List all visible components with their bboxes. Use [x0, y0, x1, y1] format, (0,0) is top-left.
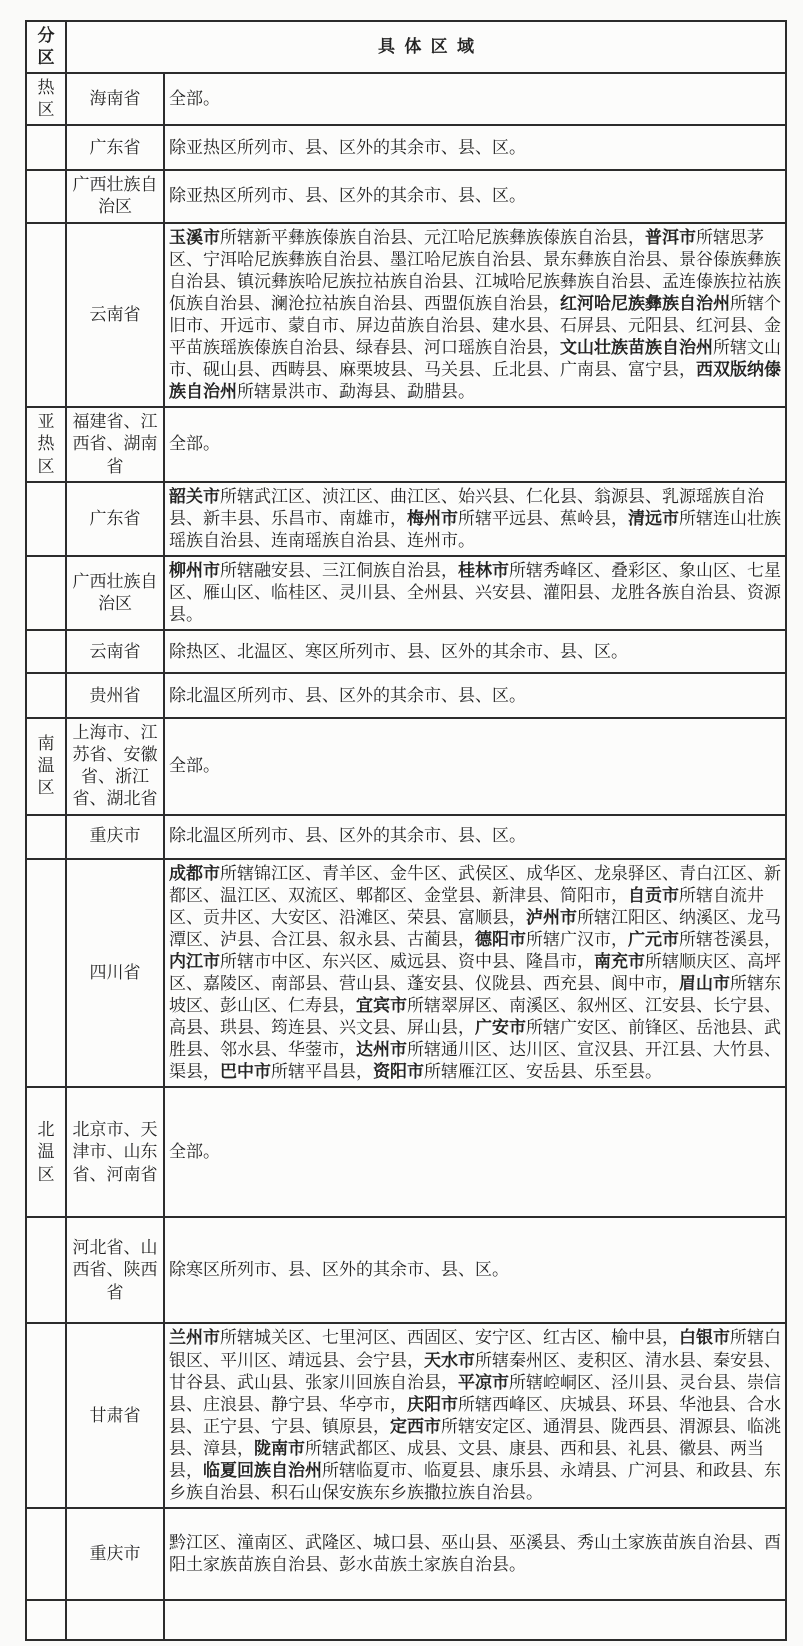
table-row: [26, 73, 786, 125]
table-row: [26, 556, 786, 630]
region-cell: 成都市所辖锦江区、青羊区、金牛区、武侯区、成华区、龙泉驿区、青白江区、新都区、温江区、双流区、郫都区、金堂县、新津县、简阳市，自贡市所辖自流井区、贡井区、大安区、沿滩区、荣县、富顺县，泸州市所辖江阳区、纳溪区、龙马潭区、泸县、合江县、叙永县、古蔺县，德阳市所辖广汉市，广元市所辖苍溪县，内江市所辖市中区、东兴区、威远县、资中县、隆昌市，南充市所辖顺庆区、高坪区、嘉陵区、南部县、营山县、蓬安县、仪陇县、西充县、阆中市，眉山市所辖东坡区、彭山区、仁寿县，宜宾市所辖翠屏区、南溪区、叙州区、江安县、长宁县、高县、珙县、筠连县、兴文县、屏山县，广安市所辖广安区、前锋区、岳池县、武胜县、邻水县、华蓥市，达州市所辖通川区、达川区、宣汉县、开江县、大竹县、渠县，巴中市所辖平昌县，资阳市所辖雁江区、安岳县、乐至县。: [164, 859, 786, 1088]
region-cell: 除寒区所列市、县、区外的其余市、县、区。: [164, 1217, 786, 1323]
province-cell: 甘肃省: [66, 1323, 164, 1508]
cutoff-cell: [26, 1600, 66, 1640]
zone-cell: [26, 630, 66, 673]
table-row: [26, 630, 786, 673]
zone-cell: [26, 1217, 66, 1323]
table-body: [26, 73, 786, 1640]
province-cell: 四川省: [66, 859, 164, 1088]
region-table: [25, 20, 787, 1641]
zone-cell: 亚热区: [26, 407, 66, 481]
table-row: [26, 859, 786, 1088]
header-zone-column: 分区: [26, 21, 66, 73]
province-cell: 广西壮族自治区: [66, 556, 164, 630]
province-cell: 上海市、江苏省、安徽省、浙江省、湖北省: [66, 718, 164, 814]
table-row: [26, 815, 786, 859]
zone-cell: 南温区: [26, 718, 66, 814]
province-cell: 贵州省: [66, 673, 164, 718]
province-cell: 重庆市: [66, 815, 164, 859]
table-row: [26, 1508, 786, 1600]
cutoff-cell: [164, 1600, 786, 1640]
cutoff-cell: [66, 1600, 164, 1640]
zone-cell: [26, 170, 66, 222]
province-cell: 河北省、山西省、陕西省: [66, 1217, 164, 1323]
table-row: [26, 718, 786, 814]
header-region-column: 具体区域: [66, 21, 786, 73]
region-cell: 玉溪市所辖新平彝族傣族自治县、元江哈尼族彝族傣族自治县，普洱市所辖思茅区、宁洱哈尼族彝族自治县、墨江哈尼族自治县、景东彝族自治县、景谷傣族彝族自治县、镇沅彝族哈尼族拉祜族自治县、江城哈尼族彝族自治县、孟连傣族拉祜族佤族自治县、澜沧拉祜族自治县、西盟佤族自治县，红河哈尼族彝族自治州所辖个旧市、开远市、蒙自市、屏边苗族自治县、建水县、石屏县、元阳县、红河县、金平苗族瑶族傣族自治县、绿春县、河口瑶族自治县，文山壮族苗族自治州所辖文山市、砚山县、西畴县、麻栗坡县、马关县、丘北县、广南县、富宁县，西双版纳傣族自治州所辖景洪市、勐海县、勐腊县。: [164, 223, 786, 408]
zone-cell: [26, 482, 66, 556]
region-cell: 黔江区、潼南区、武隆区、城口县、巫山县、巫溪县、秀山土家族苗族自治县、酉阳土家族苗族自治县、彭水苗族土家族自治县。: [164, 1508, 786, 1600]
table-row: [26, 407, 786, 481]
table-row: [26, 673, 786, 718]
region-cell: 韶关市所辖武江区、浈江区、曲江区、始兴县、仁化县、翁源县、乳源瑶族自治县、新丰县、乐昌市、南雄市，梅州市所辖平远县、蕉岭县，清远市所辖连山壮族瑶族自治县、连南瑶族自治县、连州市。: [164, 482, 786, 556]
table-row: [26, 1217, 786, 1323]
region-cell: 除亚热区所列市、县、区外的其余市、县、区。: [164, 125, 786, 170]
zone-cell: [26, 125, 66, 170]
zone-cell: [26, 1508, 66, 1600]
region-cell: 全部。: [164, 73, 786, 125]
province-cell: 重庆市: [66, 1508, 164, 1600]
region-cell: 除热区、北温区、寒区所列市、县、区外的其余市、县、区。: [164, 630, 786, 673]
region-cell: 柳州市所辖融安县、三江侗族自治县，桂林市所辖秀峰区、叠彩区、象山区、七星区、雁山区、临桂区、灵川县、全州县、兴安县、灌阳县、龙胜各族自治县、资源县。: [164, 556, 786, 630]
province-cell: 广东省: [66, 125, 164, 170]
zone-cell: [26, 815, 66, 859]
province-cell: 广东省: [66, 482, 164, 556]
region-cell: 全部。: [164, 718, 786, 814]
region-cell: 除北温区所列市、县、区外的其余市、县、区。: [164, 815, 786, 859]
table-row: [26, 482, 786, 556]
table-row: [26, 170, 786, 222]
zone-cell: [26, 1323, 66, 1508]
province-cell: 广西壮族自治区: [66, 170, 164, 222]
province-cell: 云南省: [66, 223, 164, 408]
header-row: [26, 21, 786, 73]
table-row: [26, 223, 786, 408]
region-cell: 兰州市所辖城关区、七里河区、西固区、安宁区、红古区、榆中县，白银市所辖白银区、平川区、靖远县、会宁县，天水市所辖秦州区、麦积区、清水县、秦安县、甘谷县、武山县、张家川回族自治县，平凉市所辖崆峒区、泾川县、灵台县、崇信县、庄浪县、静宁县、华亭市，庆阳市所辖西峰区、庆城县、环县、华池县、合水县、正宁县、宁县、镇原县，定西市所辖安定区、通渭县、陇西县、渭源县、临洮县、漳县，陇南市所辖武都区、成县、文县、康县、西和县、礼县、徽县、两当县，临夏回族自治州所辖临夏市、临夏县、康乐县、永靖县、广河县、和政县、东乡族自治县、积石山保安族东乡族撒拉族自治县。: [164, 1323, 786, 1508]
region-cell: 除亚热区所列市、县、区外的其余市、县、区。: [164, 170, 786, 222]
table-row: [26, 125, 786, 170]
zone-cell: [26, 673, 66, 718]
table-row: [26, 1323, 786, 1508]
zone-cell: [26, 556, 66, 630]
zone-cell: 热区: [26, 73, 66, 125]
cutoff-row: [26, 1600, 786, 1640]
zone-cell: [26, 859, 66, 1088]
zone-cell: [26, 223, 66, 408]
zone-cell: 北温区: [26, 1087, 66, 1217]
province-cell: 海南省: [66, 73, 164, 125]
region-cell: 除北温区所列市、县、区外的其余市、县、区。: [164, 673, 786, 718]
region-cell: 全部。: [164, 1087, 786, 1217]
province-cell: 云南省: [66, 630, 164, 673]
province-cell: 北京市、天津市、山东省、河南省: [66, 1087, 164, 1217]
region-cell: 全部。: [164, 407, 786, 481]
table-row: [26, 1087, 786, 1217]
province-cell: 福建省、江西省、湖南省: [66, 407, 164, 481]
